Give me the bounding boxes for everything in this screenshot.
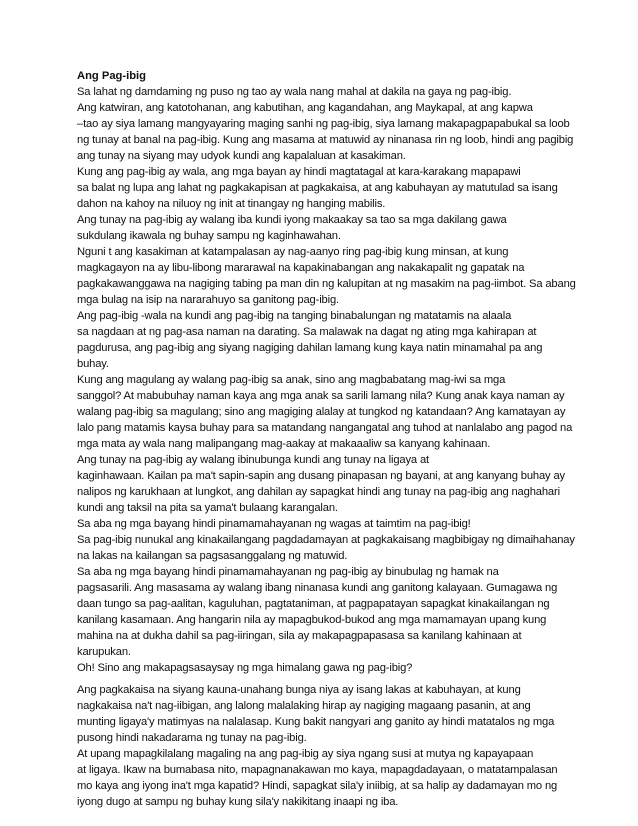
- text-line: Kung ang pag-ibig ay wala, ang mga bayan ay hindi magtatagal at kara-karakang mapapawi: [77, 166, 521, 178]
- text-line: Sa pag-ibig nunukal ang kinakailangang pagdadamayan at pagkakaisang magbibigay ng dimaihahanay: [77, 534, 575, 546]
- text-line: iyong dugo at sampu ng buhay kung sila'y nakikitang inaapi ng iba.: [77, 796, 399, 808]
- text-line: sanggol? At mabubuhay naman kaya ang mga anak sa sarili lamang nila? Kung anak kaya naman ay: [77, 390, 565, 402]
- text-line: at ligaya. Ikaw na bumabasa nito, mapagnanakawan mo kaya, mapagdadayaan, o matatampalasan: [77, 764, 558, 776]
- text-line: Nguni t ang kasakiman at katampalasan ay nag-aanyo ring pag-ibig kung minsan, at kung: [77, 246, 509, 258]
- text-line: na lakas na kailangan sa pagsasanggalang ng matuwid.: [77, 550, 348, 562]
- text-line: magkagayon na ay libu-libong mararawal na kapakinabangan ang nakakapalit ng gapatak na: [77, 262, 525, 274]
- text-line: Ang katwiran, ang katotohanan, ang kabutihan, ang kagandahan, ang Maykapal, at ang kapwa: [77, 102, 533, 114]
- text-line: ng tunay at banal na pag-ibig. Kung ang masama at matuwid ay ninanasa rin ng loob, hindi ang pagibig: [77, 134, 574, 146]
- paragraph-2: [77, 682, 598, 810]
- text-line: At upang mapagkilalang magaling na ang pag-ibig ay siya ngang susi at mutya ng kapayapaan: [77, 748, 534, 760]
- text-line: sa balat ng lupa ang lahat ng pagkakapisan at pagkakaisa, at ang kabuhayan ay matutulad sa isang: [77, 182, 558, 194]
- text-line: Ang tunay na pag-ibig ay walang iba kundi iyong makaakay sa tao sa mga dakilang gawa: [77, 214, 507, 226]
- text-line: pagkakawanggawa na nagiging tabing pa man din ng kalupitan at ng masakim na pag-iimbot. Sa abang: [77, 278, 576, 290]
- text-line: munting ligaya'y matimyas na nalalasap. Kung bakit nangyari ang ganito ay hindi matatalos ng mga: [77, 716, 555, 728]
- text-line: dahon na kahoy na niluoy ng init at tinangay ng hanging mabilis.: [77, 198, 386, 210]
- text-line: pusong hindi nakadarama ng tunay na pag-ibig.: [77, 732, 307, 744]
- text-line: mga bulag na isip na nararahuyo sa ganitong pag-ibig.: [77, 294, 339, 306]
- text-line: Sa aba ng mga bayang hindi pinamamahayanan ng pag-ibig ay binubulag ng hamak na: [77, 566, 499, 578]
- text-line: nalipos ng karukhaan at lungkot, ang dahilan ay sapagkat hindi ang tunay na pag-ibig ang naghahari: [77, 486, 560, 498]
- text-line: –tao ay siya lamang mangyayaring maging sanhi ng pag-ibig, siya lamang makapagpapabukal sa loob: [77, 118, 570, 130]
- text-line: pagsasarili. Ang masasama ay walang ibang ninanasa kundi ang ganitong kalayaan. Gumagawa ng: [77, 582, 558, 594]
- text-line: kundi ang taksil na pita sa yama't bulaang karangalan.: [77, 502, 338, 514]
- text-line: Kung ang magulang ay walang pag-ibig sa anak, sino ang magbabatang mag-iwi sa mga: [77, 374, 506, 386]
- text-line: buhay.: [77, 358, 109, 370]
- text-line: walang pag-ibig sa magulang; sino ang magiging alalay at tungkod ng katandaan? Ang kamatayan ay: [77, 406, 566, 418]
- text-line: karupukan.: [77, 646, 131, 658]
- text-line: Ang pagkakaisa na siyang kauna-unahang bunga niya ay isang lakas at kabuhayan, at kung: [77, 684, 521, 696]
- text-line: lalo pang matamis kaysa buhay para sa matandang nangangatal ang tuhod at nanlalabo ang pagod na: [77, 422, 573, 434]
- document-title: Ang Pag-ibig: [77, 70, 146, 82]
- text-line: Sa lahat ng damdaming ng puso ng tao ay wala nang mahal at dakila na gaya ng pag-ibig.: [77, 86, 512, 98]
- text-line: mga mata ay wala nang malipangang mag-aakay at makaaaliw sa kanyang kahinaan.: [77, 438, 491, 450]
- text-line: daan tungo sa pag-aalitan, kaguluhan, pagtataniman, at pagpapatayan sapagkat kinakailangan ng: [77, 598, 550, 610]
- text-line: kaginhawaan. Kailan pa ma't sapin-sapin ang dusang pinapasan ng bayani, at ang kanyang buhay ay: [77, 470, 565, 482]
- text-line: Ang pag-ibig -wala na kundi ang pag-ibig na tanging binabalungan ng matatamis na alaala: [77, 310, 512, 322]
- text-line: ang tunay na siyang may udyok kundi ang kapalaluan at kasakiman.: [77, 150, 406, 162]
- text-line: kanilang kasamaan. Ang hangarin nila ay mapagbukod-bukod ang mga mamamayan upang kung: [77, 614, 547, 626]
- text-line: Ang tunay na pag-ibig ay walang ibinubunga kundi ang tunay na ligaya at: [77, 454, 429, 466]
- text-line: mo kaya ang iyong ina't mga kapatid? Hindi, sapagkat sila'y iniibig, at sa halip ay dadamayan mo ng: [77, 780, 558, 792]
- text-line: mahina na at dukha dahil sa pag-iiringan, sila ay makapagpapasasa sa kanilang kahinaan at: [77, 630, 522, 642]
- text-line: pagdurusa, ang pag-ibig ang siyang nagiging dahilan lamang kung kaya natin minamahal pa ang: [77, 342, 543, 354]
- text-line: Oh! Sino ang makapagsasaysay ng mga himalang gawa ng pag-ibig?: [77, 662, 413, 674]
- text-line: Sa aba ng mga bayang hindi pinamamahayanan ng wagas at taimtim na pag-ibig!: [77, 518, 471, 530]
- text-line: nagkakaisa na't nag-iibigan, ang lalong malalaking hirap ay nagiging magaang pasanin, at ang: [77, 700, 531, 712]
- text-line: sa nagdaan at ng pag-asa naman na darating. Sa malawak na dagat ng ating mga kahirapan at: [77, 326, 537, 338]
- text-line: sukdulang ikawala ng buhay sampu ng kaginhawahan.: [77, 230, 341, 242]
- paragraph-1: [77, 84, 598, 676]
